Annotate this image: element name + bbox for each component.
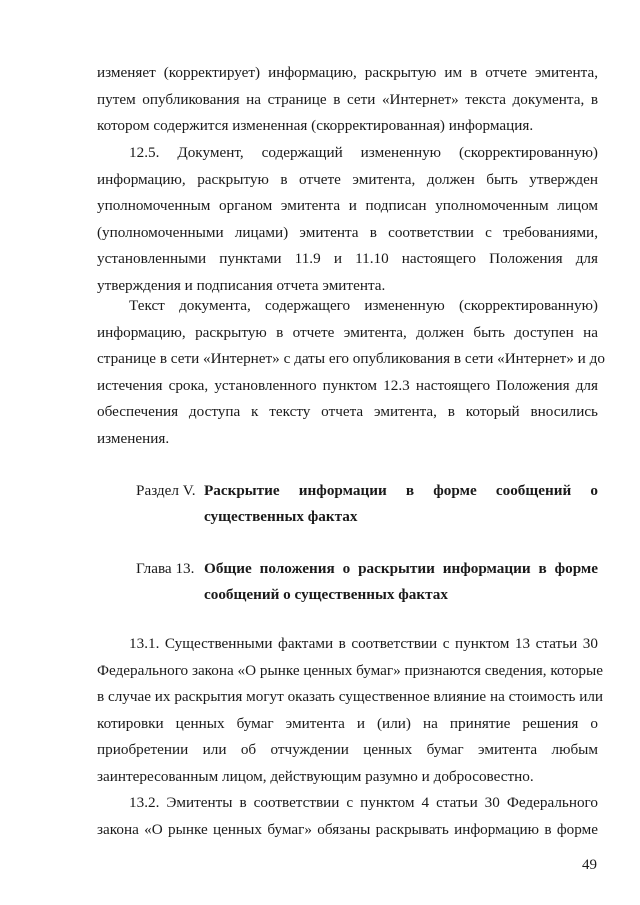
text-line: Федерального закона «О рынке ценных бумаг» признаются сведения, которые — [97, 661, 603, 679]
text-line: приобретении или об отчуждении ценных бумаг эмитента любым — [97, 741, 598, 758]
text-line: утверждения и подписания отчета эмитента. — [97, 276, 386, 294]
text-line: котировки ценных бумаг эмитента и (или) на принятие решения о — [97, 714, 598, 732]
text-line: информацию, раскрытую в отчете эмитента, должен быть утвержден — [97, 170, 598, 188]
text-line: странице в сети «Интернет» с даты его опубликования в сети «Интернет» и до — [97, 350, 605, 367]
text-line: информацию, раскрытую в отчете эмитента, должен быть доступен на — [97, 323, 598, 341]
text-line: изменения. — [97, 429, 170, 447]
text-line: путем опубликования на странице в сети «Интернет» текста документа, в — [97, 90, 598, 108]
chapter-number: Глава 13. — [136, 560, 195, 577]
text-line: (уполномоченными лицами) эмитента в соответствии с требованиями, — [97, 223, 598, 241]
paragraph-13-2 — [97, 790, 598, 843]
text-line: установленными пунктами 11.9 и 11.10 настоящего Положения для — [97, 250, 598, 267]
text-line: в случае их раскрытия могут оказать существенное влияние на стоимость или — [97, 688, 604, 705]
chapter-heading — [136, 556, 598, 608]
text-line: котором содержится измененная (скорректированная) информация. — [97, 117, 534, 134]
section-title-line: существенных фактах — [204, 508, 358, 525]
paragraph-amendment-continued — [97, 60, 598, 140]
text-line: закона «О рынке ценных бумаг» обязаны раскрывать информацию в форме — [97, 820, 598, 838]
paragraph-document-text-availability — [97, 293, 605, 452]
text-line: заинтересованным лицом, действующим разумно и добросовестно. — [97, 767, 534, 785]
text-line: 13.2. Эмитенты в соответствии с пунктом 4 статьи 30 Федерального — [129, 794, 598, 811]
text-line: Текст документа, содержащего измененную (скорректированную) — [129, 297, 598, 314]
paragraph-12-5 — [97, 140, 598, 299]
chapter-title-line: сообщений о существенных фактах — [204, 586, 448, 603]
text-line: 13.1. Существенными фактами в соответствии с пунктом 13 статьи 30 — [129, 635, 598, 652]
chapter-title-line: Общие положения о раскрытии информации в форме — [204, 560, 598, 577]
section-title-line: Раскрытие информации в форме сообщений о — [204, 482, 598, 499]
text-line: 12.5. Документ, содержащий измененную (скорректированную) — [129, 144, 598, 161]
text-line: уполномоченным органом эмитента и подписан уполномоченным лицом — [97, 197, 598, 214]
text-line: истечения срока, установленного пунктом 12.3 настоящего Положения для — [97, 376, 598, 394]
section-number: Раздел V. — [136, 482, 196, 499]
text-line: обеспечения доступа к тексту отчета эмитента, в который вносились — [97, 403, 598, 420]
page-number: 49 — [582, 857, 597, 873]
text-line: изменяет (корректирует) информацию, раскрытую им в отчете эмитента, — [97, 64, 598, 81]
paragraph-13-1 — [97, 631, 604, 790]
section-heading — [136, 478, 598, 530]
